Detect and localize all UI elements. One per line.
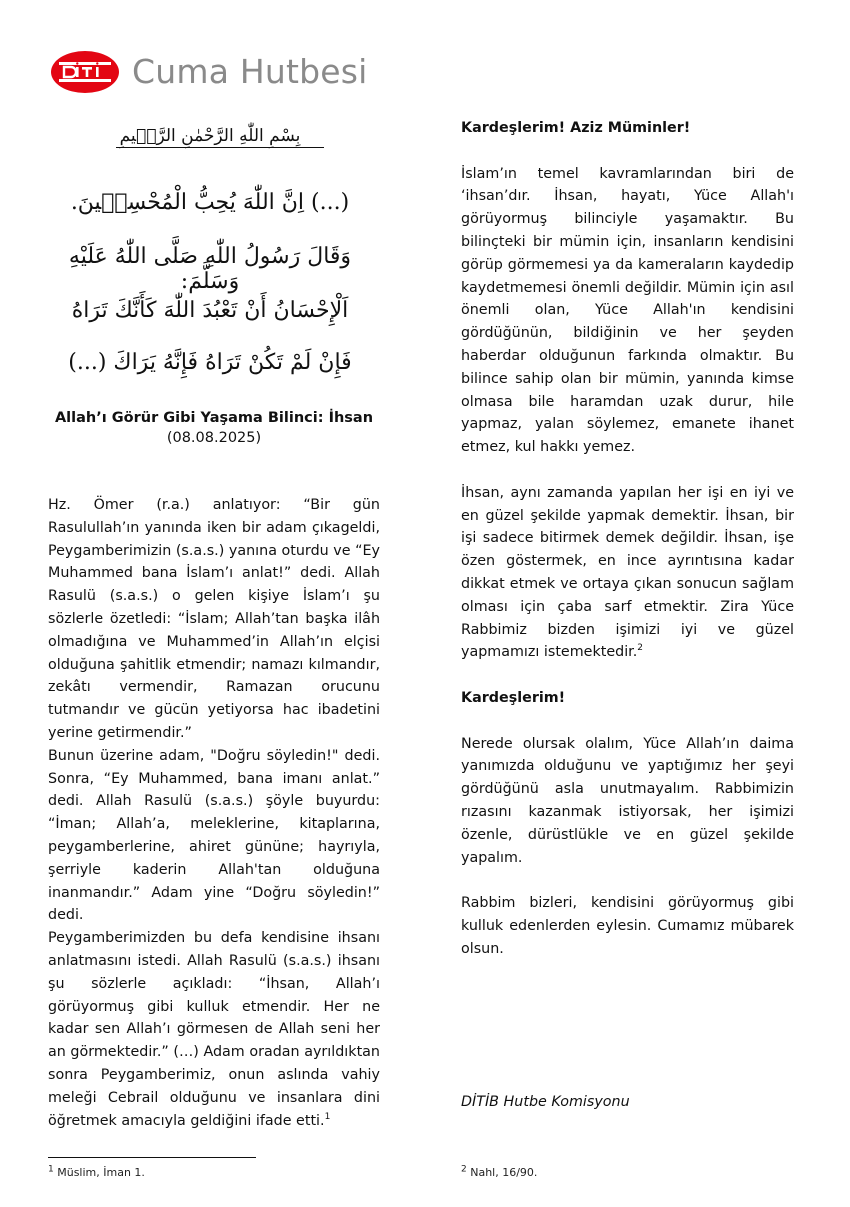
paragraph	[48, 927, 380, 1132]
signature: DİTİB Hutbe Komisyonu	[461, 1094, 630, 1110]
paragraph-text: İhsan, aynı zamanda yapılan her işi en iyi ve en güzel şekilde yapmak demektir. İhsan, bir işi sadece bitirmek demek değildir. İhsan, işe özen göstermek, en ince ayrıntısına kadar dikkat etmek ve ortaya çıkan sonucun sağlam olması için çaba sarf etmektir. Zira Yüce Rabbimiz bizden işimizi iyi ve güzel yapmamızı istemektedir.	[461, 484, 794, 661]
paragraph: İslam’ın temel kavramlarından biri de ‘ihsan’dır. İhsan, hayatı, Yüce Allah'ı görüyormuş bilinciyle yaşamaktır. Bu bilinçteki bir mümin için, insanların kendisini görüp görmemesi ya da kameraların kaydedip kaydetmemesi önemli değildir. Mümin için asıl önemli olan, Yüce Allah'ın kendisini gördüğünün, bildiğinin ve her şeyden haberdar olduğunun farkında olmaktır. Bu bilince sahip olan bir mümin, yanında kimse olmasa bile haramdan uzak durur, hile yapmaz, yalan söylemez, emanete ihanet etmez, kul hakkı yemez.	[461, 165, 794, 456]
section-heading: Kardeşlerim!	[461, 689, 566, 706]
footnote-2	[461, 1166, 537, 1179]
verse-arabic: (...) اِنَّ اللّٰهَ يُحِبُّ الْمُحْسِن۪ينَ.	[70, 190, 350, 215]
left-column	[48, 494, 380, 1132]
sermon-title: Allah’ı Görür Gibi Yaşama Bilinci: İhsan	[54, 410, 374, 426]
brand-title: Cuma Hutbesi	[132, 52, 368, 91]
paragraph: Nerede olursak olalım, Yüce Allah’ın daima yanımızda olduğunu ve yaptığımız her şeyi gördüğünü asla unutmayalım. Rabbimizin rızasını kazanmak istiyorsak, her işimizi özenle, dürüstlükle ve en güzel şekilde yapalım.	[461, 735, 794, 866]
footnote-ref[interactable]: 1	[324, 1111, 331, 1122]
paragraph: Hz. Ömer (r.a.) anlatıyor: “Bir gün Rasulullah’ın yanında iken bir adam çıkageldi, Peygamberimizin (s.a.s.) yanına oturdu ve “Ey Muhammed bana İslam’ı anlat!” dedi. Allah Rasulü (s.a.s.) o gelen kişiye İslam’ı şu sözlerle özetledi: “İslam; Allah’tan başka ilâh olmadığına ve Muhammed’in Allah’ın elçisi olduğuna şahitlik etmendir; namazı kılmandır, zekâtı vermendir, Ramazan orucunu tutmandır ve gücün yetiyorsa hac ibadetini yerine getirmendir.”	[48, 497, 380, 741]
ditib-logo-icon	[50, 50, 120, 94]
paragraph-text: Peygamberimizden bu defa kendisine ihsanı anlatmasını istedi. Allah Rasulü (s.a.s.) ihsanı şu sözlerle açıkladı: “İhsan, Allah’ı görüyormuş gibi kulluk etmendir. Her ne kadar sen Allah’ı görmesen de Allah seni her an görmektedir.” (…) Adam oradan ayrıldıktan sonra Peygamberimiz, onun aslında vahiy meleği Cebrail olduğunu ve insanlara dini öğretmek amacıyla geldiğini ifade etti.	[48, 930, 380, 1129]
paragraph	[461, 482, 794, 664]
sermon-date: (08.08.2025)	[166, 430, 262, 446]
hadith-intro-arabic: وَقَالَ رَسُولُ اللّٰهِ صَلَّى اللّٰهُ عَلَيْهِ وَسَلَّمَ:	[68, 244, 352, 294]
hadith-line2-arabic: فَإِنْ لَمْ تَكُنْ تَرَاهُ فَإِنَّهُ يَرَاكَ (...)	[68, 350, 352, 375]
basmala-underline	[116, 147, 324, 148]
paragraph: Rabbim bizleri, kendisini görüyormuş gibi kulluk edenlerden eylesin. Cumamız mübarek olsun.	[461, 895, 794, 957]
right-column	[461, 117, 794, 983]
basmala: بِسْمِ اللّٰهِ الرَّحْمٰنِ الرَّح۪يمِ	[119, 126, 301, 146]
hadith-line1-arabic: اَلْإِحْسَانُ أَنْ تَعْبُدَ اللّٰهَ كَأَنَّكَ تَرَاهُ	[71, 298, 349, 323]
footnote-ref[interactable]: 2	[637, 643, 644, 654]
footnote-number: 1	[48, 1164, 54, 1175]
section-heading: Kardeşlerim! Aziz Müminler!	[461, 120, 691, 136]
footnote-number: 2	[461, 1164, 467, 1175]
footnote-text: Müslim, İman 1.	[57, 1166, 145, 1179]
footnote-separator	[48, 1157, 256, 1158]
footnote-text: Nahl, 16/90.	[470, 1166, 538, 1179]
paragraph: Bunun üzerine adam, "Doğru söyledin!" dedi. Sonra, “Ey Muhammed, bana imanı anlat.” dedi. Allah Rasulü (s.a.s.) şöyle buyurdu: “İman; Allah’a, meleklerine, kitaplarına, peygamberlerine, ahiret gününe; hayrıyla, şerriyle kaderin Allah'tan olduğuna inanmandır.” Adam yine “Doğru söyledin!” dedi.	[48, 747, 380, 924]
footnote-1	[48, 1166, 145, 1179]
